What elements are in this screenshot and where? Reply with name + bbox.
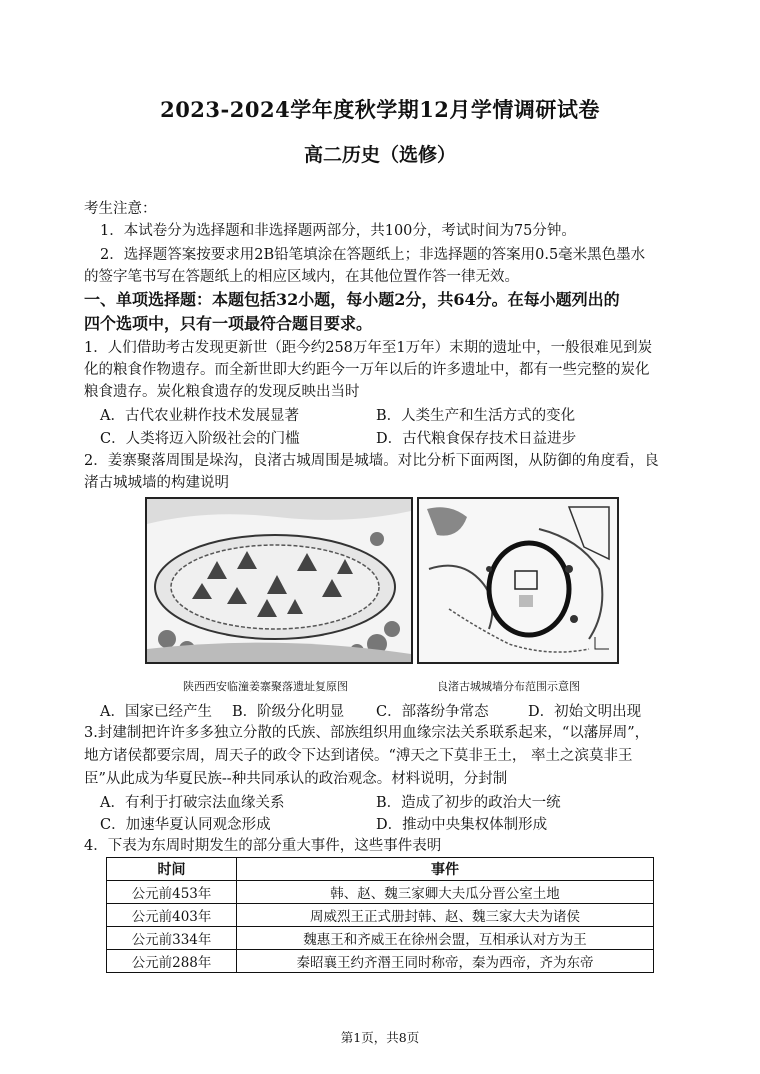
q1-option-b: B．人类生产和生活方式的变化 xyxy=(376,408,576,424)
section-heading-line-1: 一、单项选择题：本题包括32小题，每小题2分，共64分。在每小题列出的 xyxy=(84,290,620,309)
notice-item-2-line-1: 2．选择题答案按要求用2B铅笔填涂在答题纸上；非选择题的答案用0.5毫米黑色墨水 xyxy=(100,247,646,263)
table-cell-event: 周威烈王正式册封韩、赵、魏三家大夫为诸侯 xyxy=(237,904,654,927)
table-row xyxy=(107,881,654,904)
table-row xyxy=(107,950,654,973)
jiangzhai-settlement-illustration xyxy=(145,497,413,664)
table-row xyxy=(107,927,654,950)
table-cell-time: 公元前403年 xyxy=(107,904,237,927)
q2-stem-line-1: 2．姜寨聚落周围是垛沟，良渚古城周围是城墙。对比分析下面两图，从防御的角度看，良 xyxy=(84,453,659,469)
table-row xyxy=(107,904,654,927)
q1-stem-line-2: 化的粮食作物遗存。而全新世即大约距今一万年以后的许多遗址中，都有一些完整的炭化 xyxy=(84,362,650,378)
q1-stem-line-1: 1．人们借助考古发现更新世（距今约258万年至1万年）末期的遗址中，一般很难见到炭 xyxy=(84,340,653,356)
q3-option-c: C．加速华夏认同观念形成 xyxy=(100,817,271,833)
q1-stem-line-3: 粮食遗存。炭化粮食遗存的发现反映出当时 xyxy=(84,384,360,400)
section-heading-line-2: 四个选项中，只有一项最符合题目要求。 xyxy=(84,314,373,333)
notice-item-2-line-2: 的签字笔书写在答题纸上的相应区域内，在其他位置作答一律无效。 xyxy=(84,269,519,285)
table-cell-event: 魏惠王和齐威王在徐州会盟，互相承认对方为王 xyxy=(237,927,654,950)
q3-stem-line-2: 地方诸侯都要宗周，周天子的政令下达到诸侯。“溥天之下莫非王土， 率土之滨莫非王 xyxy=(84,748,633,764)
table-header-row xyxy=(107,858,654,881)
table-cell-time: 公元前453年 xyxy=(107,881,237,904)
q3-option-d: D．推动中央集权体制形成 xyxy=(376,817,548,833)
figure-caption-right: 良渚古城城墙分布范围示意图 xyxy=(437,680,580,693)
table-cell-time: 公元前334年 xyxy=(107,927,237,950)
exam-subtitle: 高二历史（选修） xyxy=(303,144,456,166)
q1-option-a: A．古代农业耕作技术发展显著 xyxy=(100,408,299,424)
table-header-event: 事件 xyxy=(237,858,654,881)
notice-item-1: 1．本试卷分为选择题和非选择题两部分，共100分，考试时间为75分钟。 xyxy=(100,223,576,239)
q2-option-d: D．初始文明出现 xyxy=(528,704,642,720)
table-cell-event: 韩、赵、魏三家卿大夫瓜分晋公室土地 xyxy=(237,881,654,904)
liangzhu-city-wall-map xyxy=(417,497,619,664)
events-table xyxy=(106,857,654,973)
table-cell-event: 秦昭襄王约齐湣王同时称帝，秦为西帝，齐为东帝 xyxy=(237,950,654,973)
q3-stem-line-3: 臣”从此成为华夏民族--种共同承认的政治观念。材料说明，分封制 xyxy=(84,771,508,787)
q3-stem-line-1: 3.封建制把许许多多独立分散的氏族、部族组织用血缘宗法关系联系起来，“以藩屏周”， xyxy=(84,725,650,741)
q4-stem-line-1: 4．下表为东周时期发生的部分重大事件，这些事件表明 xyxy=(84,838,442,854)
q2-option-c: C．部落纷争常态 xyxy=(376,704,489,720)
q2-stem-line-2: 渚古城城墙的构建说明 xyxy=(84,475,229,491)
page-footer: 第1页，共8页 xyxy=(340,1030,420,1045)
notice-heading: 考生注意： xyxy=(84,201,157,217)
exam-title: 2023-2024学年度秋学期12月学情调研试卷 xyxy=(160,97,600,122)
q1-option-c: C．人类将迈入阶级社会的门槛 xyxy=(100,431,300,447)
q1-option-d: D．古代粮食保存技术日益进步 xyxy=(376,431,577,447)
table-header-time: 时间 xyxy=(107,858,237,881)
q2-option-a: A．国家已经产生 xyxy=(100,704,212,720)
q2-option-b: B．阶级分化明显 xyxy=(232,704,345,720)
table-cell-time: 公元前288年 xyxy=(107,950,237,973)
q3-option-a: A．有利于打破宗法血缘关系 xyxy=(100,795,285,811)
q3-option-b: B．造成了初步的政治大一统 xyxy=(376,795,561,811)
figure-caption-left: 陕西西安临潼姜寨聚落遗址复原图 xyxy=(183,680,348,693)
